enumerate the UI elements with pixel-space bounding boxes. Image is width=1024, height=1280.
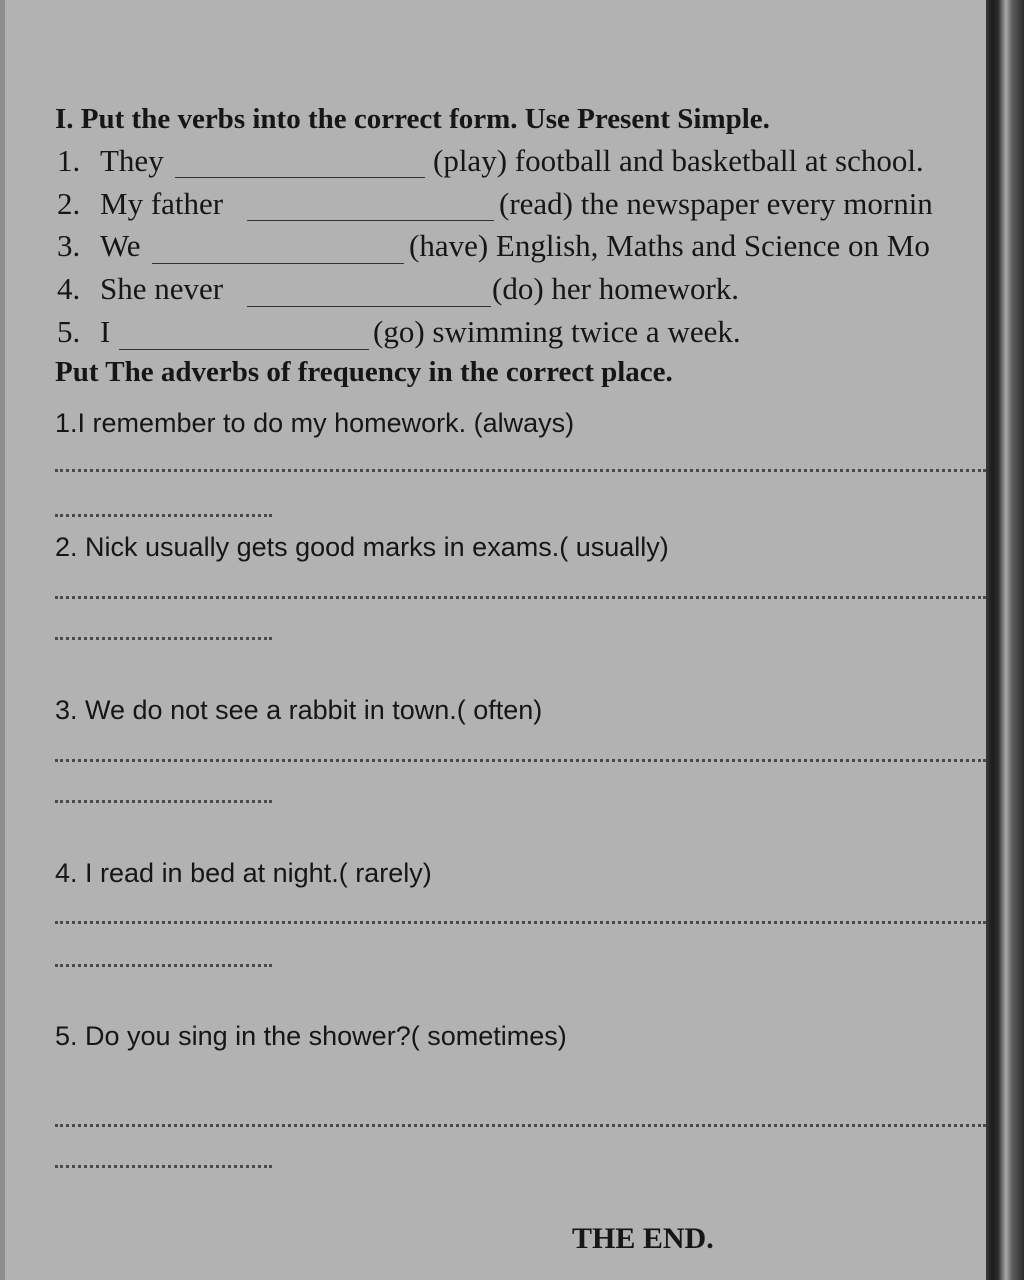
page-right-edge bbox=[986, 0, 1024, 1280]
adverb-question-4: 4. I read in bed at night.( rarely) bbox=[55, 858, 432, 888]
verb-item-1-number: 1. bbox=[57, 143, 81, 178]
verb-item-4-prompt: (do) her homework. bbox=[492, 271, 740, 306]
answer-line-3b[interactable] bbox=[55, 800, 272, 803]
answer-line-2a[interactable] bbox=[55, 596, 986, 599]
verb-item-2-number: 2. bbox=[57, 186, 81, 221]
verb-item-1-blank[interactable] bbox=[175, 177, 425, 178]
verb-item-5-prompt: (go) swimming twice a week. bbox=[373, 314, 741, 349]
answer-line-4b[interactable] bbox=[55, 964, 272, 967]
verb-item-4-number: 4. bbox=[57, 271, 81, 306]
verb-item-1-subject: They bbox=[100, 143, 164, 178]
verb-item-3-number: 3. bbox=[57, 228, 81, 263]
verb-item-2-prompt: (read) the newspaper every mornin bbox=[499, 186, 933, 221]
verb-item-1-prompt: (play) football and basketball at school. bbox=[433, 143, 924, 178]
verb-item-4-blank[interactable] bbox=[247, 306, 491, 307]
adverb-question-5: 5. Do you sing in the shower?( sometimes) bbox=[55, 1021, 567, 1051]
verb-item-2-subject: My father bbox=[100, 186, 224, 221]
answer-line-1b[interactable] bbox=[55, 514, 272, 517]
answer-line-2b[interactable] bbox=[55, 637, 272, 640]
adverb-question-1: 1.I remember to do my homework. (always) bbox=[55, 408, 575, 438]
verb-item-4-subject: She never bbox=[100, 271, 224, 306]
answer-line-1a[interactable] bbox=[55, 469, 986, 472]
answer-line-5b[interactable] bbox=[55, 1165, 272, 1168]
verb-item-5-subject: I bbox=[100, 314, 111, 349]
answer-line-4a[interactable] bbox=[55, 921, 986, 924]
verb-item-5-blank[interactable] bbox=[119, 349, 369, 350]
section-1-title: I. Put the verbs into the correct form. Use Present Simple. bbox=[55, 103, 770, 135]
verb-item-3-prompt: (have) English, Maths and Science on Mo bbox=[409, 228, 930, 263]
answer-line-3a[interactable] bbox=[55, 759, 986, 762]
verb-item-3-blank[interactable] bbox=[152, 263, 404, 264]
verb-item-5-number: 5. bbox=[57, 314, 81, 349]
answer-line-5a[interactable] bbox=[55, 1124, 986, 1127]
the-end-label: THE END. bbox=[572, 1222, 714, 1255]
verb-item-3-subject: We bbox=[100, 228, 141, 263]
adverb-question-3: 3. We do not see a rabbit in town.( often) bbox=[55, 695, 543, 725]
adverb-question-2: 2. Nick usually gets good marks in exams.( usually) bbox=[55, 532, 669, 562]
section-2-title: Put The adverbs of frequency in the correct place. bbox=[55, 356, 673, 388]
verb-item-2-blank[interactable] bbox=[247, 220, 494, 221]
